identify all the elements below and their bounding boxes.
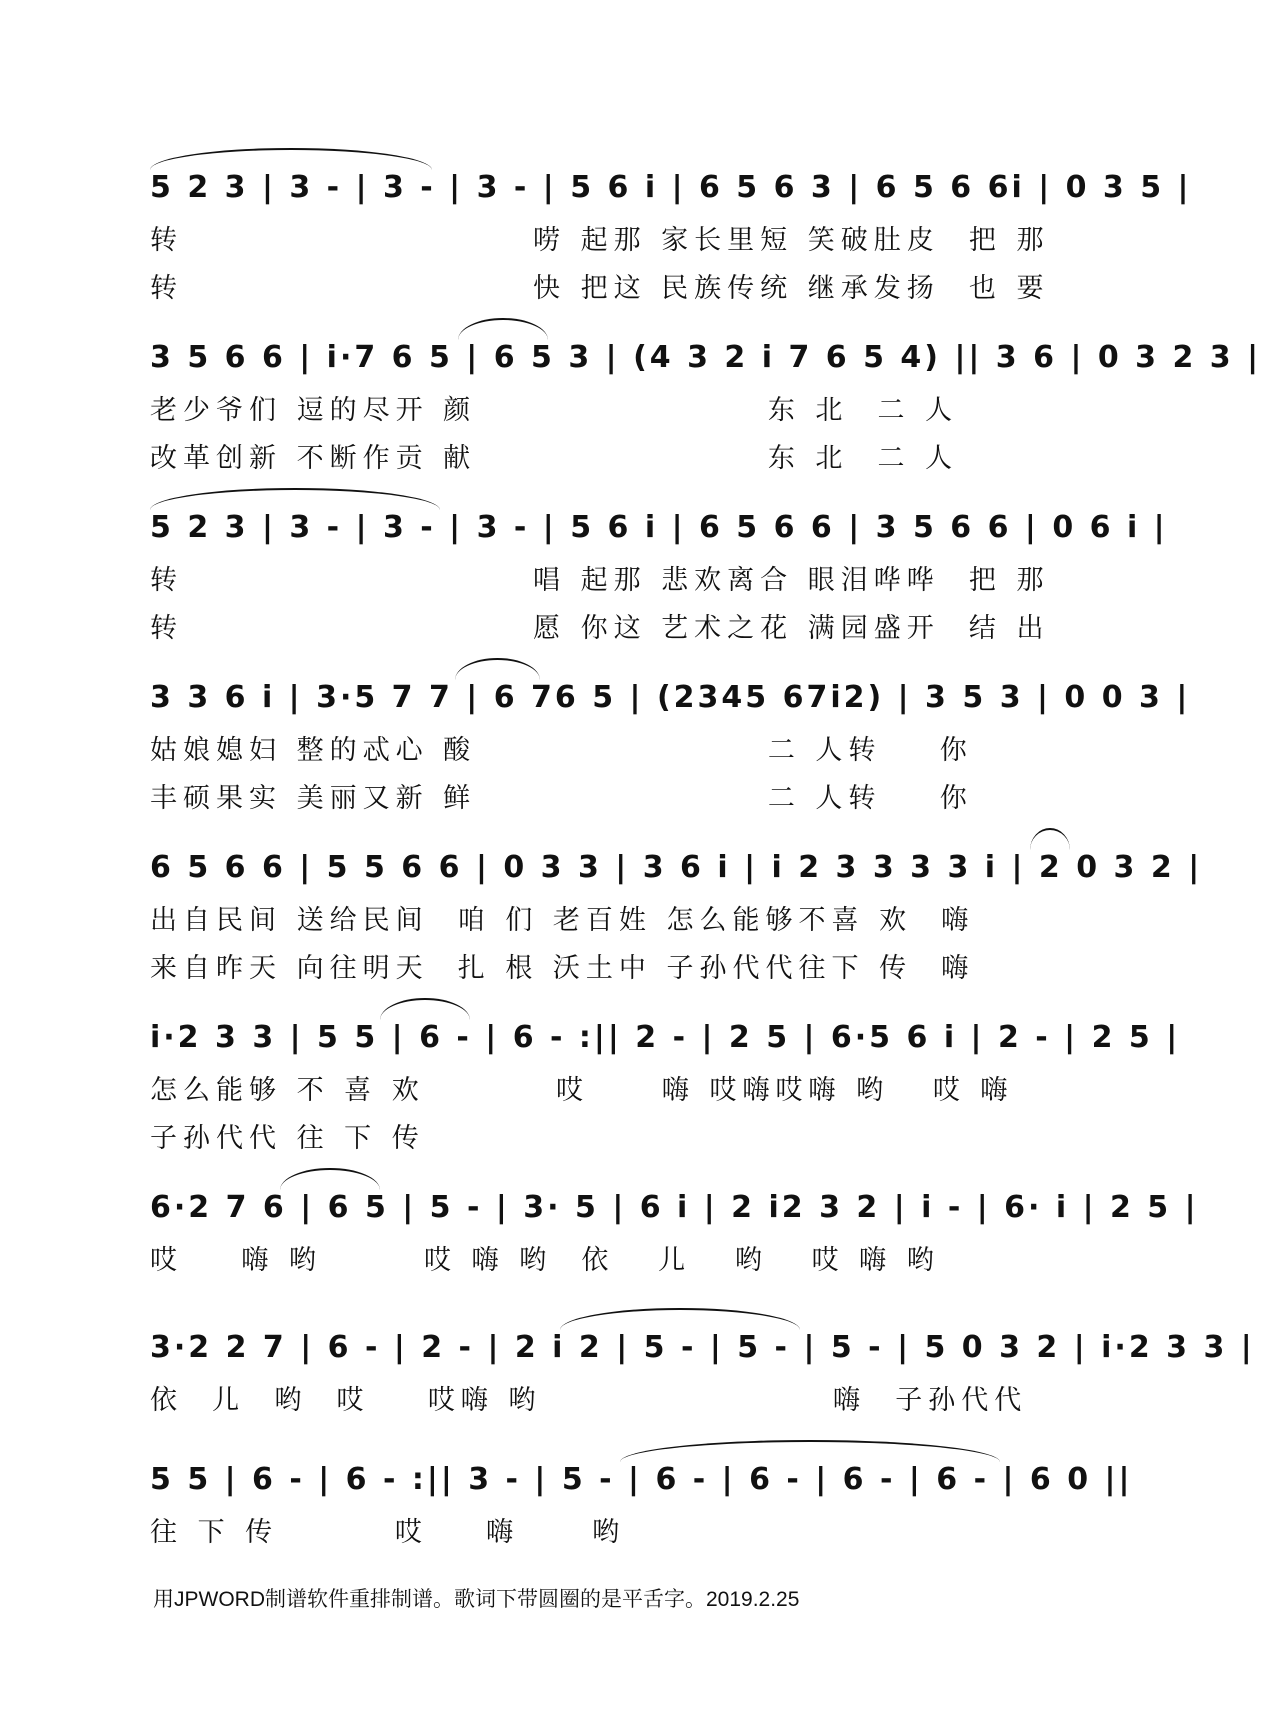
lyrics-verse-2: 子孙代代 往 下 传 [150, 1123, 425, 1154]
lyrics-verse-1: 老少爷们 逗的尽开 颜 东 北 二 人 [150, 395, 959, 426]
lyrics-verse-1: 姑娘媳妇 整的忒心 酸 二 人转 你 [150, 735, 973, 766]
lyrics-verse-2: 转 愿 你这 艺术之花 满园盛开 结 出 [150, 613, 1050, 644]
slur [455, 658, 540, 680]
lyrics-verse-1: 哎 嗨 哟 哎 嗨 哟 依 儿 哟 哎 嗨 哟 [150, 1245, 940, 1276]
notation-line: 3 3 6 i | 3·5 7 7 | 6 76 5 | (2345 67i2) | 3 5 3 | 0 0 3 | [150, 680, 1191, 715]
lyrics-verse-1: 转 唠 起那 家长里短 笑破肚皮 把 那 [150, 225, 1050, 256]
lyrics-verse-1: 怎么能够 不 喜 欢 哎 嗨 哎嗨哎嗨 哟 哎 嗨 [150, 1075, 1014, 1106]
slur [150, 148, 432, 170]
slur [1030, 828, 1070, 850]
footer-note: 用JPWORD制谱软件重排制谱。歌词下带圆圈的是平舌字。2019.2.25 [153, 1588, 800, 1611]
lyrics-verse-1: 依 儿 哟 哎 哎嗨 哟 嗨 子孙代代 [150, 1385, 1028, 1416]
lyrics-verse-2: 转 快 把这 民族传统 继承发扬 也 要 [150, 273, 1050, 304]
score-row [150, 488, 1168, 658]
lyrics-verse-2: 来自昨天 向往明天 扎 根 沃土中 子孙代代往下 传 嗨 [150, 953, 975, 984]
lyrics-verse-1: 转 唱 起那 悲欢离合 眼泪哗哗 把 那 [150, 565, 1050, 596]
notation-line: 5 5 | 6 - | 6 - :|| 3 - | 5 - | 6 - | 6 - | 6 - | 6 - | 6 0 || [150, 1462, 1133, 1497]
notation-line: 5 2 3 | 3 - | 3 - | 3 - | 5 6 i | 6 5 6 6 | 3 5 6 6 | 0 6 i | [150, 510, 1168, 545]
slur [458, 318, 548, 340]
score-row [150, 658, 1191, 828]
notation-line: 3·2 2 7 | 6 - | 2 - | 2 i 2 | 5 - | 5 - | 5 - | 5 0 3 2 | i·2 3 3 | [150, 1330, 1255, 1365]
lyrics-verse-1: 出自民间 送给民间 咱 们 老百姓 怎么能够不喜 欢 嗨 [150, 905, 975, 936]
slur [280, 1168, 380, 1190]
lyrics-verse-2: 丰硕果实 美丽又新 鲜 二 人转 你 [150, 783, 973, 814]
notation-line: 5 2 3 | 3 - | 3 - | 3 - | 5 6 i | 6 5 6 3 | 6 5 6 6i | 0 3 5 | [150, 170, 1192, 205]
score-row [150, 148, 1192, 318]
slur [560, 1308, 800, 1330]
score-row [150, 318, 1262, 488]
notation-line: i·2 3 3 | 5 5 | 6 - | 6 - :|| 2 - | 2 5 | 6·5 6 i | 2 - | 2 5 | [150, 1020, 1181, 1055]
notation-line: 3 5 6 6 | i·7 6 5 | 6 5 3 | (4 3 2 i 7 6 5 4) || 3 6 | 0 3 2 3 | [150, 340, 1262, 375]
notation-line: 6·2 7 6 | 6 5 | 5 - | 3· 5 | 6 i | 2 i2 3 2 | i - | 6· i | 2 5 | [150, 1190, 1199, 1225]
lyrics-verse-1: 往 下 传 哎 嗨 哟 [150, 1517, 626, 1548]
lyrics-verse-2: 改革创新 不断作贡 献 东 北 二 人 [150, 443, 959, 474]
score-row [150, 828, 1203, 998]
slur [150, 488, 440, 510]
slur [620, 1440, 1000, 1462]
slur [380, 998, 470, 1020]
notation-line: 6 5 6 6 | 5 5 6 6 | 0 3 3 | 3 6 i | i 2 3 3 3 3 i | 2 0 3 2 | [150, 850, 1203, 885]
score-row [150, 998, 1181, 1168]
